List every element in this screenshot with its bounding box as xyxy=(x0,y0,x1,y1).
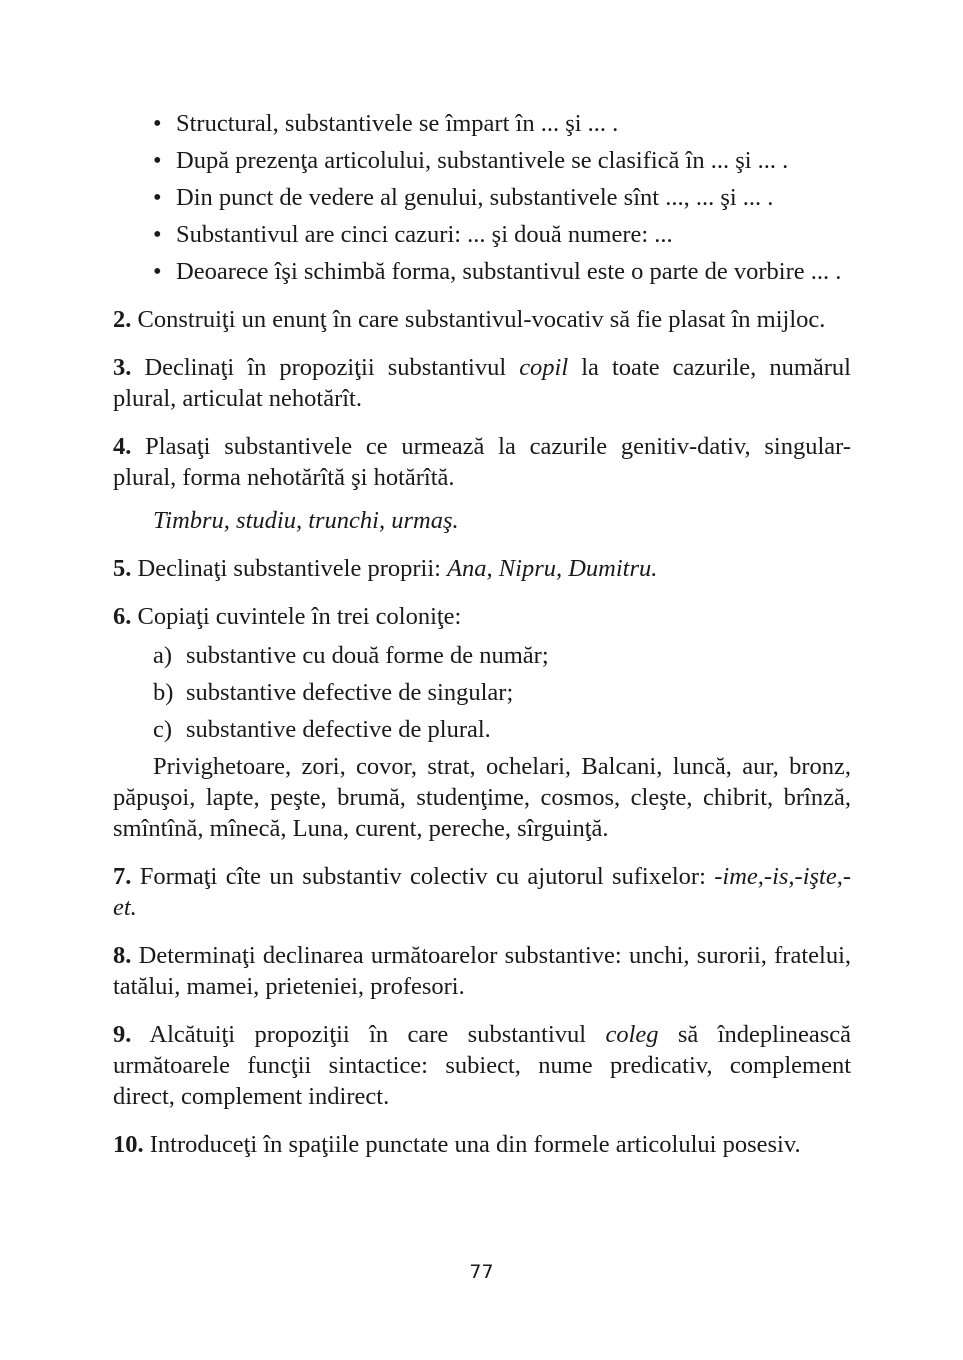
exercise-text: Declinaţi în propoziţii substantivul xyxy=(144,354,520,381)
exercise-text: Determinaţi declinarea următoarelor substantive: unchi, surorii, fratelui, tatălui, mamei, prieteniei, profesori. xyxy=(113,942,852,1000)
italic-words: Timbru, studiu, trunchi, urmaş. xyxy=(153,507,459,534)
exercise-7 xyxy=(113,861,851,923)
exercise-text: Declinaţi substantivele proprii: xyxy=(137,555,448,582)
bullet-item: • Substantivul are cinci cazuri: ... şi două numere: ... xyxy=(153,219,851,250)
exercise-5 xyxy=(113,553,851,584)
exercise-number: 9. xyxy=(113,1021,132,1048)
exercise-number: 5. xyxy=(113,555,132,582)
italic-word: copil xyxy=(519,354,569,381)
exercise-text: la toate cazurile, numărul plural, articulat nehotărît. xyxy=(113,354,851,412)
exercise-9 xyxy=(113,1019,851,1112)
option-text: substantive defective de plural. xyxy=(186,716,491,743)
exercise-number: 6. xyxy=(113,603,132,630)
exercise-number: 8. xyxy=(113,942,132,969)
bullet-item: • Deoarece îşi schimbă forma, substantivul este o parte de vorbire ... . xyxy=(153,256,851,287)
exercise-6 xyxy=(113,601,851,632)
option-letter: c) xyxy=(153,716,173,743)
italic-words: Ana, Nipru, Dumitru. xyxy=(447,555,658,582)
exercise-8 xyxy=(113,940,851,1002)
exercise-4 xyxy=(113,431,851,493)
exercise-6-words: Privighetoare, zori, covor, strat, ochelari, Balcani, luncă, aur, bronz, păpuşoi, lapte, peşte, brumă, studenţime, cosmos, cleşte, chibrit, brînză, smîntînă, mînecă, Luna, curent, pereche, sîrguinţă. xyxy=(113,753,851,842)
option-item xyxy=(153,640,851,671)
bullet-item: • După prezenţa articolului, substantivele se clasifică în ... şi ... . xyxy=(153,145,851,176)
exercise-text: Formaţi cîte un substantiv colectiv cu ajutorul sufixelor: xyxy=(139,863,715,890)
option-text: substantive defective de singular; xyxy=(186,679,514,706)
exercise-text: să îndeplinească următoarele funcţii sintactice: subiect, nume predicativ, complement direct, complement indirect. xyxy=(113,1021,851,1110)
italic-words: -ime,-is,-işte,-et. xyxy=(113,863,852,921)
exercise-2 xyxy=(113,304,851,335)
bullet-item: • Din punct de vedere al genului, substantivele sînt ..., ... şi ... . xyxy=(153,182,851,213)
page-content xyxy=(113,108,851,1160)
italic-word: coleg xyxy=(605,1021,659,1048)
exercise-number: 7. xyxy=(113,863,132,890)
bullet-list xyxy=(113,108,851,287)
exercise-number: 2. xyxy=(113,306,132,333)
exercise-text: Alcătuiţi propoziţii în care substantivul xyxy=(149,1021,606,1048)
exercise-text: Introduceţi în spaţiile punctate una din formele articolului posesiv. xyxy=(149,1131,801,1158)
exercise-number: 4. xyxy=(113,433,132,460)
option-letter: a) xyxy=(153,642,173,669)
page-number: 77 xyxy=(469,1261,494,1283)
exercise-text: Copiaţi cuvintele în trei coloniţe: xyxy=(137,603,462,630)
exercise-10 xyxy=(113,1129,851,1160)
exercise-number: 3. xyxy=(113,354,132,381)
exercise-text: Plasaţi substantivele ce urmează la cazurile genitiv-dativ, singular-plural, forma nehotărîtă şi hotărîtă. xyxy=(113,433,851,491)
exercise-number: 10. xyxy=(113,1131,144,1158)
exercise-text: Construiţi un enunţ în care substantivul-vocativ să fie plasat în mijloc. xyxy=(137,306,826,333)
exercise-4-words xyxy=(113,505,851,536)
bullet-item: • Structural, substantivele se împart în ... şi ... . xyxy=(153,108,851,139)
option-item xyxy=(153,714,851,745)
exercise-3 xyxy=(113,352,851,414)
option-item xyxy=(153,677,851,708)
exercise-6-options xyxy=(113,640,851,745)
option-text: substantive cu două forme de număr; xyxy=(186,642,549,669)
option-letter: b) xyxy=(153,679,174,706)
